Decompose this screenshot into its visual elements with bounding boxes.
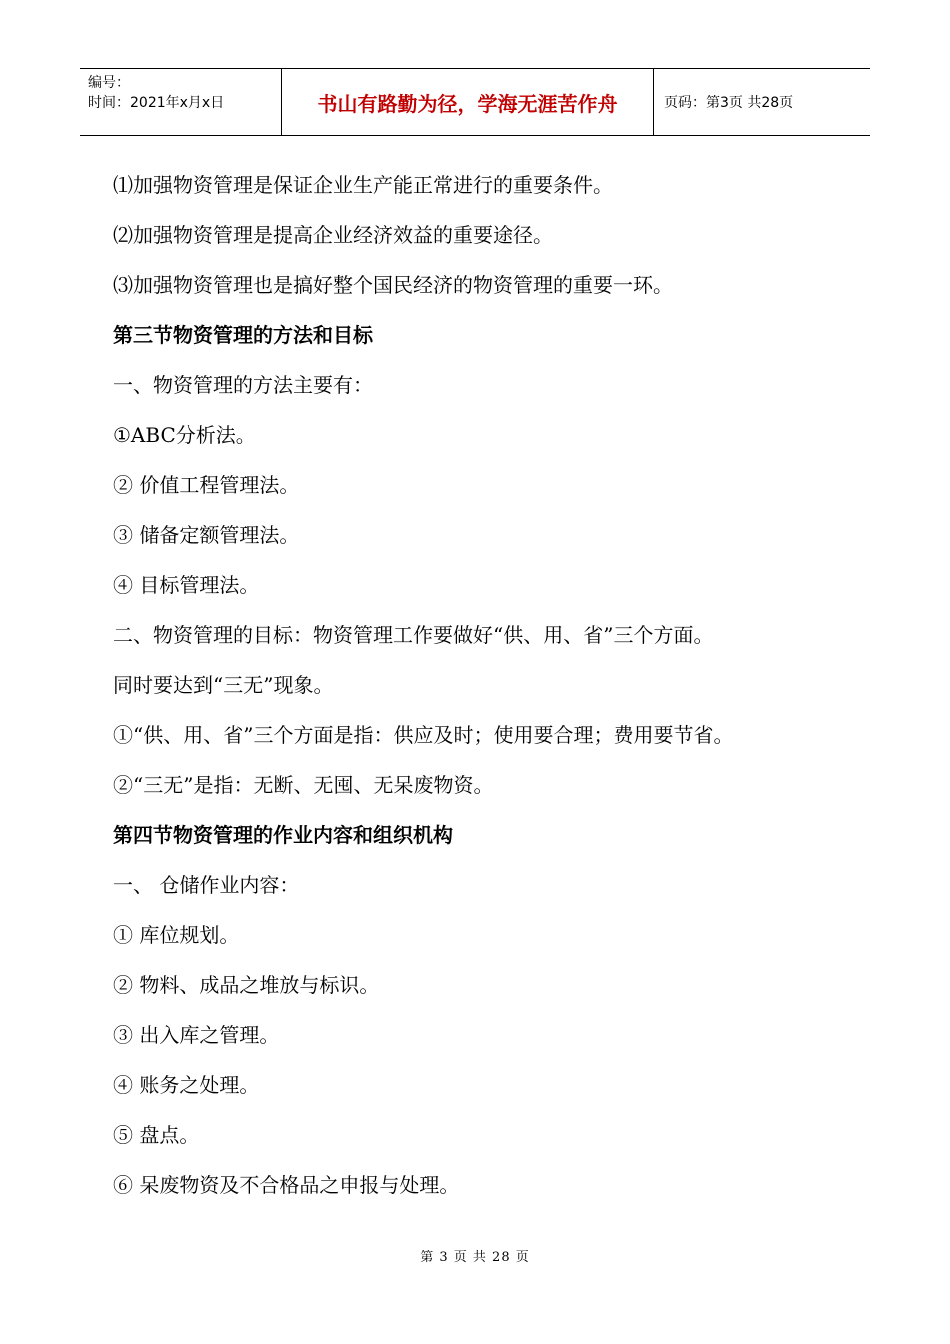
section-heading: 第四节物资管理的作业内容和组织机构 — [113, 823, 453, 847]
header-motto-cell — [282, 69, 654, 135]
page-footer: 第 3 页 共 28 页 — [420, 1250, 530, 1265]
list-item: ④ 账务之处理。 — [113, 1073, 260, 1097]
list-item: ② 价值工程管理法。 — [113, 473, 300, 497]
header-page-cell — [654, 69, 870, 135]
list-item: ③ 出入库之管理。 — [113, 1023, 280, 1047]
paragraph: ⑵加强物资管理是提高企业经济效益的重要途径。 — [113, 223, 553, 247]
list-item: ①ABC分析法。 — [113, 423, 256, 447]
motto: 书山有路勤为径，学海无涯苦作舟 — [317, 91, 618, 116]
list-item: ⑥ 呆废物资及不合格品之申报与处理。 — [113, 1173, 460, 1197]
section-heading: 第三节物资管理的方法和目标 — [113, 323, 373, 347]
number-label: 编号： — [88, 75, 130, 91]
list-item: ③ 储备定额管理法。 — [113, 523, 300, 547]
list-item: ②“三无”是指：无断、无囤、无呆废物资。 — [113, 773, 494, 797]
paragraph: 同时要达到“三无”现象。 — [113, 673, 334, 697]
list-item: ② 物料、成品之堆放与标识。 — [113, 973, 380, 997]
page-info: 页码：第3页 共28页 — [664, 95, 794, 111]
header-meta-cell — [80, 69, 282, 135]
paragraph: 二、物资管理的目标：物资管理工作要做好“供、用、省”三个方面。 — [113, 623, 714, 647]
paragraph: 一、物资管理的方法主要有： — [113, 373, 373, 397]
paragraph: ⑴加强物资管理是保证企业生产能正常进行的重要条件。 — [113, 173, 613, 197]
page-header — [80, 68, 870, 136]
paragraph: ⑶加强物资管理也是搞好整个国民经济的物资管理的重要一环。 — [113, 273, 673, 297]
paragraph: 一、 仓储作业内容： — [113, 873, 300, 897]
list-item: ④ 目标管理法。 — [113, 573, 260, 597]
list-item: ⑤ 盘点。 — [113, 1123, 200, 1147]
list-item: ①“供、用、省”三个方面是指：供应及时；使用要合理；费用要节省。 — [113, 723, 734, 747]
time-label: 时间：2021年x月x日 — [88, 95, 225, 111]
document-body — [113, 160, 853, 1210]
list-item: ① 库位规划。 — [113, 923, 240, 947]
